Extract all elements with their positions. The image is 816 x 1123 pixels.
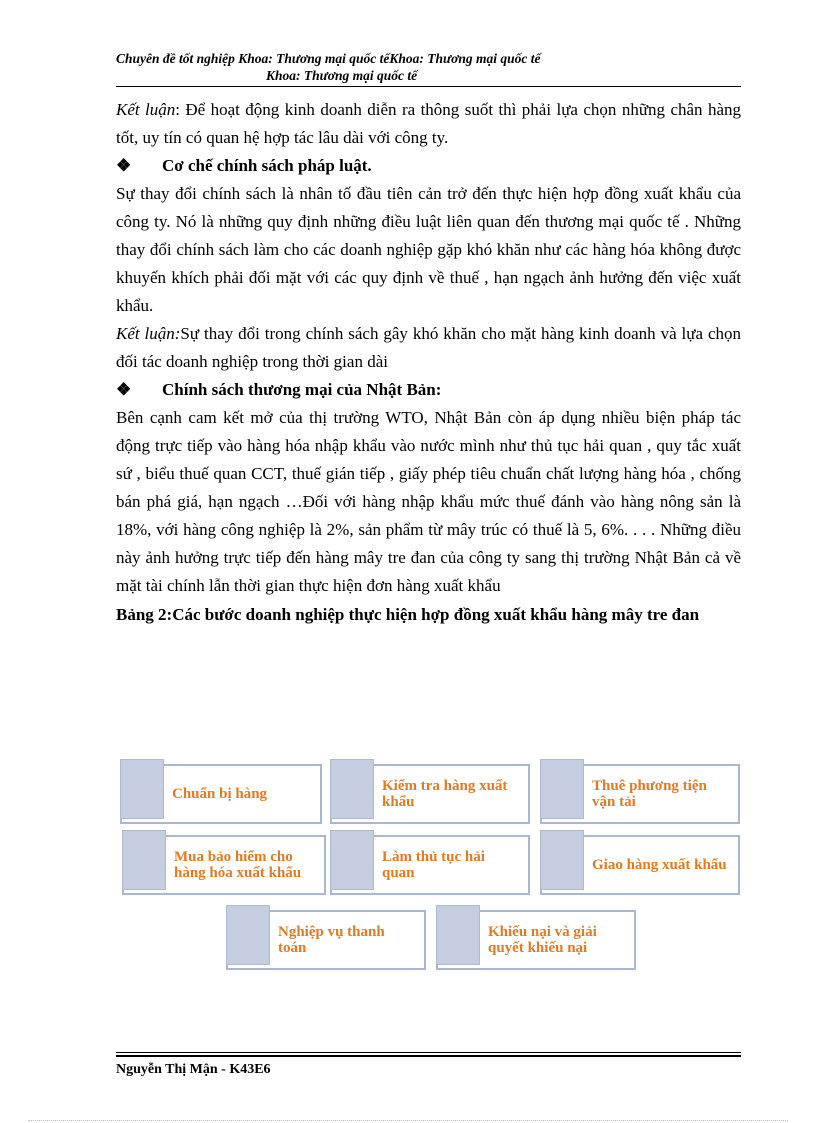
step-box xyxy=(540,764,740,824)
table-caption: Bảng 2:Các bước doanh nghiệp thực hiện hợp đồng xuất khẩu hàng mây tre đan xyxy=(116,605,700,624)
conclusion-label: Kết luận: xyxy=(116,324,181,343)
heading-legal-policy xyxy=(116,152,741,180)
header-line-2: Khoa: Thương mại quốc tế xyxy=(266,68,418,83)
page-bottom-divider xyxy=(28,1120,788,1121)
step-box xyxy=(226,910,426,970)
diamond-bullet-icon: ❖ xyxy=(116,380,132,399)
heading-text: Chính sách thương mại của Nhật Bản: xyxy=(162,380,442,399)
diamond-bullet-icon: ❖ xyxy=(116,156,132,175)
conclusion-label: Kết luận xyxy=(116,100,176,119)
step-label: Khiếu nại và giải quyết khiếu nại xyxy=(488,924,597,956)
step-box xyxy=(330,835,530,895)
step-tab xyxy=(120,759,164,819)
conclusion-text: : Để hoạt động kinh doanh diễn ra thông suốt thì phải lựa chọn những chân hàng tốt, uy tín có quan hệ hợp tác lâu dài với công ty. xyxy=(116,100,741,147)
step-box xyxy=(122,835,326,895)
step-label: Mua bảo hiểm cho hàng hóa xuất khẩu xyxy=(174,849,302,881)
step-label: Làm thủ tục hải quan xyxy=(382,849,485,881)
step-tab xyxy=(540,830,584,890)
step-box xyxy=(436,910,636,970)
step-label: Giao hàng xuất khẩu xyxy=(592,857,727,873)
step-box xyxy=(330,764,530,824)
step-label: Nghiệp vụ thanh toán xyxy=(278,924,385,956)
paragraph-conclusion-1 xyxy=(116,96,741,152)
heading-text: Cơ chế chính sách pháp luật. xyxy=(162,156,372,175)
step-tab xyxy=(330,830,374,890)
heading-japan-trade-policy xyxy=(116,376,741,404)
paragraph-japan-policy: Bên cạnh cam kết mở của thị trường WTO, Nhật Bản còn áp dụng nhiều biện pháp tác động trực tiếp vào hàng hóa nhập khẩu vào nước mình như thủ tục hải quan , quy tắc xuất sứ , biểu thuế quan CCT, thuế gián tiếp , giấy phép tiêu chuẩn chất lượng hàng hóa , chống bán phá giá, hạn ngạch …Đối với hàng nhập khẩu mức thuế đánh vào hàng nông sản là 18%, với hàng công nghiệp là 2%, sản phẩm từ mây trúc có thuế là 5, 6%. . . . Những điều này ảnh hưởng trực tiếp đến hàng mây tre đan của công ty sang thị trường Nhật Bản cả về mặt tài chính lẫn thời gian thực hiện đơn hàng xuất khẩu xyxy=(116,408,741,595)
step-label: Chuẩn bị hàng xyxy=(172,786,268,802)
step-tab xyxy=(330,759,374,819)
page-header xyxy=(116,50,741,84)
step-tab xyxy=(226,905,270,965)
paragraph-conclusion-2 xyxy=(116,320,741,376)
document-body xyxy=(116,96,741,630)
footer-author: Nguyễn Thị Mận - K43E6 xyxy=(116,1062,271,1077)
step-label: Thuê phương tiện vận tải xyxy=(592,778,707,810)
step-label: Kiểm tra hàng xuất khẩu xyxy=(382,778,508,810)
step-tab xyxy=(436,905,480,965)
step-box xyxy=(540,835,740,895)
step-tab xyxy=(122,830,166,890)
conclusion-text: Sự thay đổi trong chính sách gây khó khăn cho mặt hàng kinh doanh và lựa chọn đối tác doanh nghiệp trong thời gian dài xyxy=(116,324,741,371)
header-rule xyxy=(116,86,741,87)
footer-rule-thick xyxy=(116,1055,741,1057)
step-tab xyxy=(540,759,584,819)
footer-rule-thin xyxy=(116,1052,741,1053)
step-box xyxy=(120,764,322,824)
header-line-1: Chuyên đề tốt nghiệp Khoa: Thương mại quốc tếKhoa: Thương mại quốc tế xyxy=(116,51,541,66)
paragraph-policy-change: Sự thay đổi chính sách là nhân tố đầu tiên cản trở đến thực hiện hợp đồng xuất khẩu của công ty. Nó là những quy định những điều luật liên quan đến thương mại quốc tế . Những thay đổi chính sách làm cho các doanh nghiệp gặp khó khăn như các hàng hóa không được khuyến khích phải đối mặt với các quy định về thuế , hạn ngạch ảnh hưởng đến việc xuất khẩu. xyxy=(116,184,741,315)
